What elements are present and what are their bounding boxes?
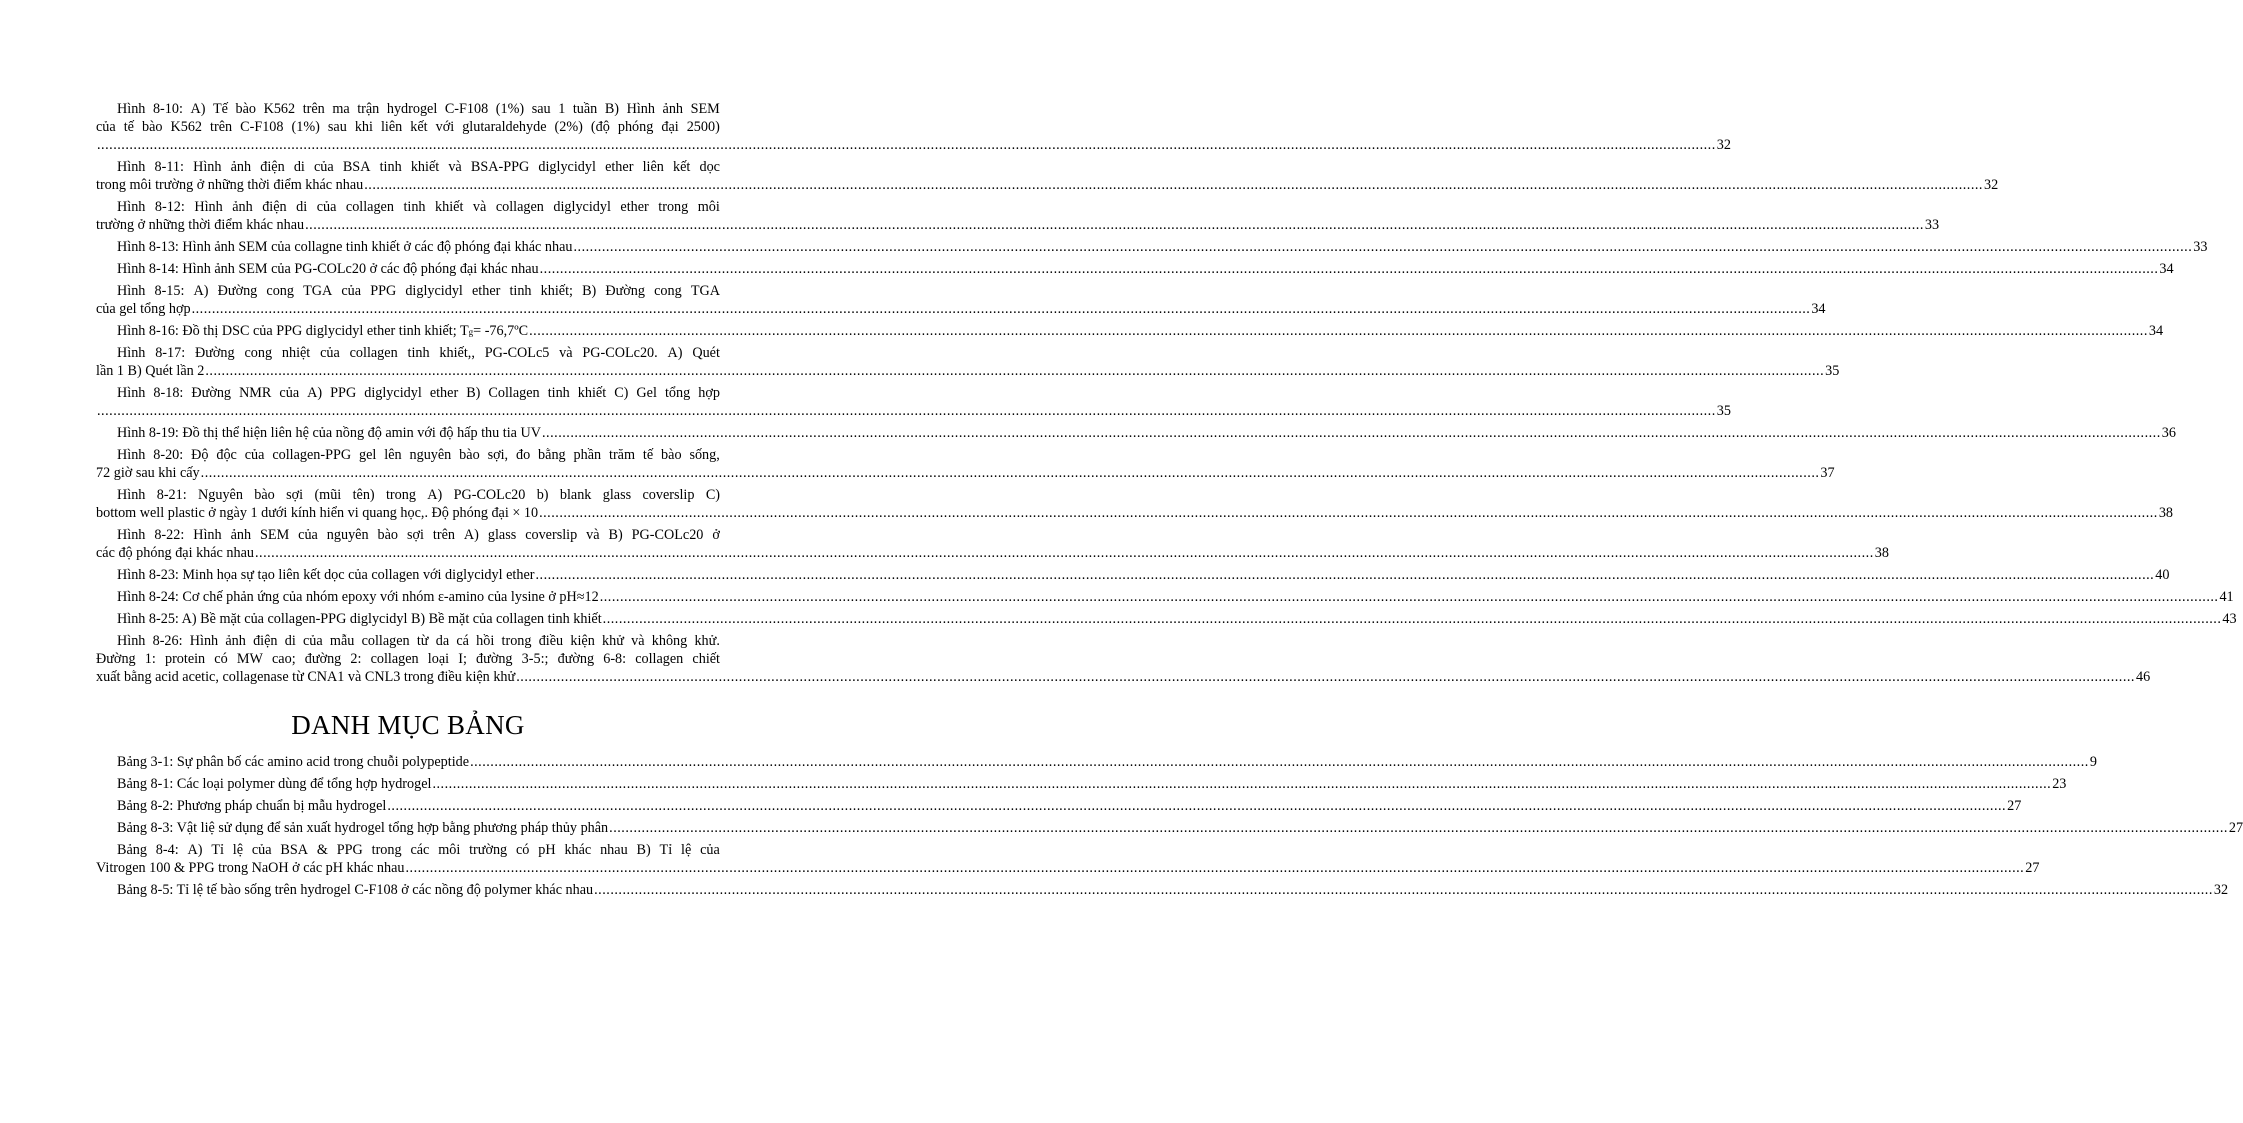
page-number: 32 xyxy=(1983,177,1999,193)
figure-entry[interactable] xyxy=(96,526,1889,562)
dot-leader: ................................................................................................................................................................................................................................................................................................................................................................................................................ xyxy=(609,820,2228,836)
figure-entry-last-line xyxy=(96,424,2176,442)
dot-leader: ................................................................................................................................................................................................................................................................................................................................................................................................................ xyxy=(97,403,1716,419)
figure-entry-text: Hình 8-16: Đồ thị DSC của PPG diglycidyl ether tinh khiết; T xyxy=(117,323,469,339)
figure-entry[interactable] xyxy=(96,424,2176,442)
page-number: 35 xyxy=(1716,403,1731,419)
figure-entry-last-line xyxy=(96,566,2170,584)
dot-leader: ................................................................................................................................................................................................................................................................................................................................................................................................................ xyxy=(542,425,2161,441)
document-page xyxy=(96,100,2243,903)
table-entry-text: Vitrogen 100 & PPG trong NaOH ở các pH khác nhau xyxy=(96,860,405,876)
dot-leader: ................................................................................................................................................................................................................................................................................................................................................................................................................ xyxy=(405,860,2025,876)
figure-entry-text-line: Hình 8-20: Độ độc của collagen-PPG gel lên nguyên bào sợi, đo bằng phần trăm tế bào sống, xyxy=(117,447,720,463)
page-number: 37 xyxy=(1820,465,1835,481)
page-number: 43 xyxy=(2222,611,2237,627)
dot-leader: ................................................................................................................................................................................................................................................................................................................................................................................................................ xyxy=(387,798,2007,814)
dot-leader: ................................................................................................................................................................................................................................................................................................................................................................................................................ xyxy=(599,589,2219,605)
figure-entry-text-line: của tế bào K562 trên C-F108 (1%) sau khi liên kết với glutaraldehyde (2%) (độ phóng đại 2500) xyxy=(96,119,720,135)
figure-entry[interactable] xyxy=(96,566,2170,584)
figure-entry-text: trường ở những thời điểm khác nhau xyxy=(96,217,305,233)
figure-entry-text: Hình 8-19: Đồ thị thể hiện liên hệ của nồng độ amin với độ hấp thu tia UV xyxy=(117,425,541,441)
figure-entry[interactable] xyxy=(96,344,1840,380)
dot-leader: ................................................................................................................................................................................................................................................................................................................................................................................................................ xyxy=(594,882,2213,898)
page-number: 40 xyxy=(2155,567,2170,583)
figure-entry-text: Hình 8-25: A) Bề mặt của collagen-PPG diglycidyl B) Bề mặt của collagen tinh khiết xyxy=(117,611,602,627)
table-entry[interactable] xyxy=(96,881,2229,899)
figure-entry-text: các độ phóng đại khác nhau xyxy=(96,545,254,561)
page-number: 9 xyxy=(2089,754,2097,770)
figure-entry[interactable] xyxy=(96,158,1999,194)
figure-entry-text-line: Hình 8-17: Đường cong nhiệt của collagen tinh khiết,, PG-COLc5 và PG-COLc20. A) Quét xyxy=(117,345,720,361)
page-number: 33 xyxy=(1924,217,1940,233)
table-entry-last-line xyxy=(96,859,2040,877)
dot-leader: ................................................................................................................................................................................................................................................................................................................................................................................................................ xyxy=(191,301,1811,317)
figure-entry-text: xuất bằng acid acetic, collagenase từ CNA1 và CNL3 trong điều kiện khử xyxy=(96,669,516,685)
page-number: 46 xyxy=(2135,669,2151,685)
table-list xyxy=(96,753,2243,899)
dot-leader: ................................................................................................................................................................................................................................................................................................................................................................................................................ xyxy=(535,567,2155,583)
figure-entry-text-line: Hình 8-18: Đường NMR của A) PPG diglycidyl ether B) Collagen tinh khiết C) Gel tổng hợp xyxy=(117,385,720,401)
page-number: 36 xyxy=(2161,425,2176,441)
figure-entry-last-line xyxy=(96,216,1940,234)
figure-entry-text: Hình 8-14: Hình ảnh SEM của PG-COLc20 ở các độ phóng đại khác nhau xyxy=(117,261,539,277)
dot-leader: ................................................................................................................................................................................................................................................................................................................................................................................................................ xyxy=(539,505,2158,521)
dot-leader: ................................................................................................................................................................................................................................................................................................................................................................................................................ xyxy=(205,363,1825,379)
figure-entry-text-after: = -76,7ºC xyxy=(473,323,529,339)
figure-entry-text: Hình 8-24: Cơ chế phản ứng của nhóm epoxy với nhóm ε-amino của lysine ở pH≈12 xyxy=(117,589,599,605)
table-entry[interactable] xyxy=(96,797,2022,815)
figure-entry-text-line: Hình 8-26: Hình ảnh điện di của mẫu collagen từ da cá hồi trong điều kiện khử và không khử. xyxy=(117,633,720,649)
table-entry-text: Bảng 8-1: Các loại polymer dùng để tổng hợp hydrogel xyxy=(117,776,432,792)
table-entry[interactable] xyxy=(96,753,2097,771)
table-entry-last-line xyxy=(96,797,2022,815)
figure-entry-text-line: Hình 8-21: Nguyên bào sợi (mũi tên) trong A) PG-COLc20 b) blank glass coverslip C) xyxy=(117,487,720,503)
page-number: 32 xyxy=(2213,882,2229,898)
table-entry[interactable] xyxy=(96,819,2243,837)
dot-leader: ................................................................................................................................................................................................................................................................................................................................................................................................................ xyxy=(529,323,2148,339)
figure-entry-last-line xyxy=(96,504,2174,522)
table-entry-last-line xyxy=(96,753,2097,771)
page-number: 27 xyxy=(2007,798,2022,814)
dot-leader: ................................................................................................................................................................................................................................................................................................................................................................................................................ xyxy=(432,776,2052,792)
figure-entry-text-line: Đường 1: protein có MW cao; đường 2: collagen loại I; đường 3-5:; đường 6-8: collagen chiết xyxy=(96,651,720,667)
figure-entry[interactable] xyxy=(96,282,1826,318)
figure-entry-text-line: Hình 8-10: A) Tế bào K562 trên ma trận hydrogel C-F108 (1%) sau 1 tuần B) Hình ảnh SEM xyxy=(117,101,720,117)
page-number: 32 xyxy=(1716,137,1731,153)
figure-entry-last-line xyxy=(96,610,2237,628)
table-entry-text: Bảng 3-1: Sự phân bố các amino acid trong chuỗi polypeptide xyxy=(117,754,470,770)
dot-leader: ................................................................................................................................................................................................................................................................................................................................................................................................................ xyxy=(97,137,1716,153)
page-number: 27 xyxy=(2025,860,2040,876)
figure-entry-last-line xyxy=(96,260,2174,278)
figure-entry[interactable] xyxy=(96,238,2208,256)
dot-leader: ................................................................................................................................................................................................................................................................................................................................................................................................................ xyxy=(573,239,2193,255)
dot-leader: ................................................................................................................................................................................................................................................................................................................................................................................................................ xyxy=(305,217,1924,233)
figure-entry[interactable] xyxy=(96,260,2174,278)
figure-entry[interactable] xyxy=(96,198,1940,234)
page-number: 38 xyxy=(2158,505,2174,521)
figure-entry-last-line xyxy=(96,362,1840,380)
page-number: 27 xyxy=(2228,820,2243,836)
figure-entry-last-line xyxy=(96,544,1889,562)
page-number: 33 xyxy=(2193,239,2208,255)
figure-entry[interactable] xyxy=(96,486,2174,522)
figure-entry-last-line xyxy=(96,300,1826,318)
figure-entry-text: bottom well plastic ở ngày 1 dưới kính hiển vi quang học,. Độ phóng đại × 10 xyxy=(96,505,539,521)
figure-entry-last-line: Hình 8-16: Đồ thị DSC của PPG diglycidyl ether tinh khiết; T g = -76,7ºC ................................................................................................................................................................................................................................................................................................................................................................................................................ 34 xyxy=(117,323,2164,339)
table-entry-last-line xyxy=(96,819,2243,837)
figure-entry-text-line: Hình 8-15: A) Đường cong TGA của PPG diglycidyl ether tinh khiết; B) Đường cong TGA xyxy=(117,283,720,299)
dot-leader: ................................................................................................................................................................................................................................................................................................................................................................................................................ xyxy=(254,545,1874,561)
figure-entry-last-line xyxy=(96,402,1731,420)
dot-leader: ................................................................................................................................................................................................................................................................................................................................................................................................................ xyxy=(602,611,2222,627)
figure-entry[interactable] xyxy=(96,610,2237,628)
figure-entry-text-line: Hình 8-11: Hình ảnh điện di của BSA tinh khiết và BSA-PPG diglycidyl ether liên kết dọc xyxy=(117,159,720,175)
table-entry-last-line xyxy=(96,881,2229,899)
figure-entry-text: của gel tổng hợp xyxy=(96,301,191,317)
table-entry[interactable] xyxy=(96,775,2067,793)
figure-entry-last-line xyxy=(96,464,1835,482)
page-number: 35 xyxy=(1825,363,1840,379)
dot-leader: ................................................................................................................................................................................................................................................................................................................................................................................................................ xyxy=(539,261,2159,277)
figure-entry[interactable] xyxy=(96,446,1835,482)
page-number: 38 xyxy=(1874,545,1889,561)
figure-entry-last-line xyxy=(96,588,2234,606)
figure-entry[interactable] xyxy=(96,100,1731,154)
figure-entry-last-line xyxy=(96,238,2208,256)
figure-entry[interactable] xyxy=(96,632,2151,686)
table-entry-last-line xyxy=(96,775,2067,793)
page-number: 34 xyxy=(1811,301,1826,317)
figure-entry[interactable] xyxy=(96,588,2234,606)
figure-entry[interactable] xyxy=(96,384,1731,420)
figure-entry-text: lần 1 B) Quét lần 2 xyxy=(96,363,205,379)
figure-entry[interactable] xyxy=(96,322,2164,340)
figure-entry-text: Hình 8-13: Hình ảnh SEM của collagne tinh khiết ở các độ phóng đại khác nhau xyxy=(117,239,573,255)
figure-entry-last-line xyxy=(96,136,1731,154)
table-entry-text: Bảng 8-2: Phương pháp chuẩn bị mẫu hydrogel xyxy=(117,798,387,814)
table-entry-text: Bảng 8-3: Vật liệ sử dụng để sản xuất hydrogel tổng hợp bằng phương pháp thủy phân xyxy=(117,820,609,836)
page-number: 23 xyxy=(2052,776,2067,792)
table-entry[interactable] xyxy=(96,841,2040,877)
table-entry-text-line: Bảng 8-4: A) Tỉ lệ của BSA & PPG trong các môi trường có pH khác nhau B) Tỉ lệ của xyxy=(117,842,720,858)
figure-entry-last-line xyxy=(96,176,1999,194)
figure-entry-text: 72 giờ sau khi cấy xyxy=(96,465,200,481)
dot-leader: ................................................................................................................................................................................................................................................................................................................................................................................................................ xyxy=(516,669,2135,685)
figure-entry-text: Hình 8-23: Minh họa sự tạo liên kết dọc của collagen với diglycidyl ether xyxy=(117,567,535,583)
figure-entry-text-line: Hình 8-22: Hình ảnh SEM của nguyên bào sợi trên A) glass coverslip và B) PG-COLc20 ở xyxy=(117,527,720,543)
dot-leader: ................................................................................................................................................................................................................................................................................................................................................................................................................ xyxy=(200,465,1820,481)
page-number: 34 xyxy=(2159,261,2174,277)
dot-leader: ................................................................................................................................................................................................................................................................................................................................................................................................................ xyxy=(364,177,1983,193)
section-title: DANH MỤC BẢNG xyxy=(291,710,525,740)
table-entry-text: Bảng 8-5: Tỉ lệ tế bào sống trên hydrogel C-F108 ở các nồng độ polymer khác nhau xyxy=(117,882,594,898)
page-number: 41 xyxy=(2219,589,2234,605)
dot-leader: ................................................................................................................................................................................................................................................................................................................................................................................................................ xyxy=(470,754,2089,770)
figure-entry-text-line: Hình 8-12: Hình ảnh điện di của collagen tinh khiết và collagen diglycidyl ether trong môi xyxy=(117,199,720,215)
figure-entry-text: trong môi trường ở những thời điểm khác nhau xyxy=(96,177,364,193)
figure-list xyxy=(96,100,2237,686)
figure-entry-last-line xyxy=(96,668,2151,686)
page-number: 34 xyxy=(2148,323,2164,339)
